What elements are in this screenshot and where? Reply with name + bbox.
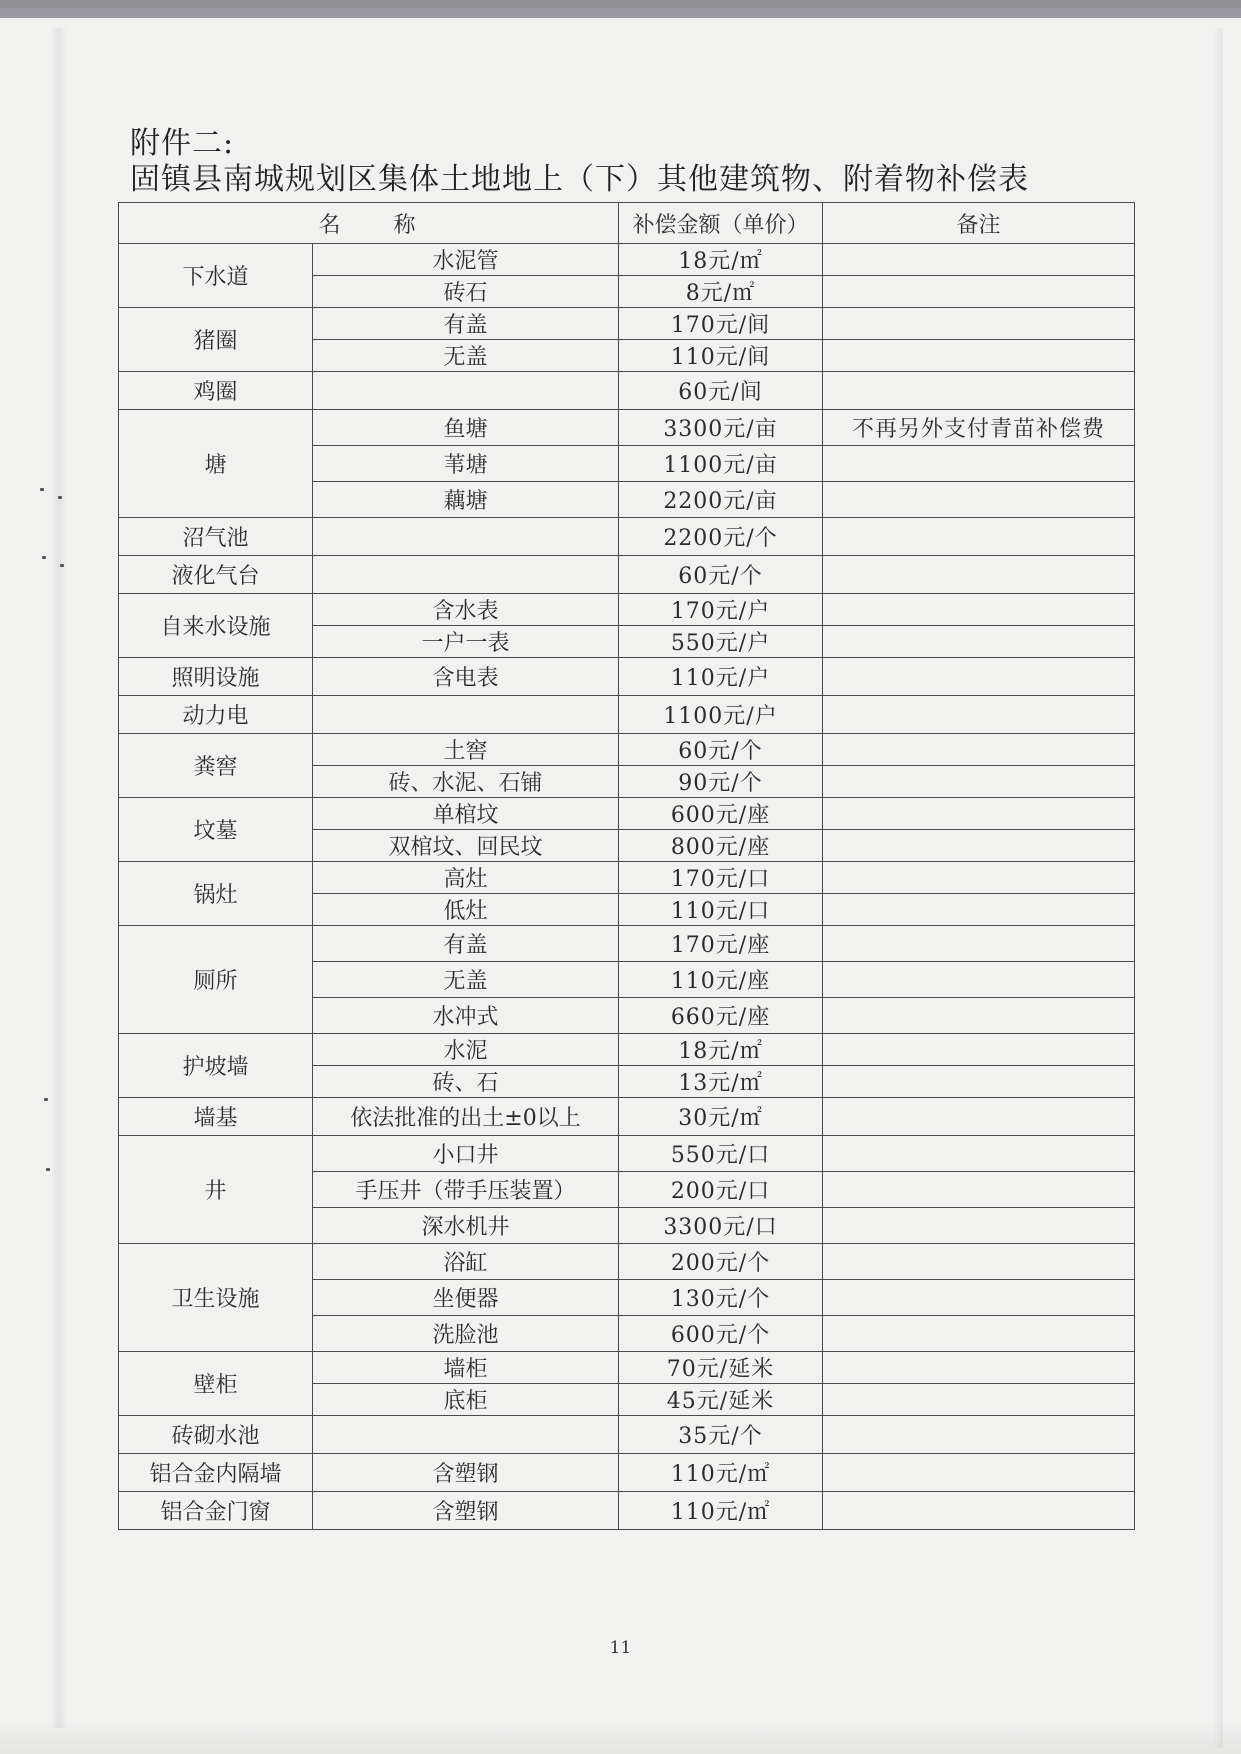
page-number: 11 [609, 1638, 632, 1658]
item-name-cell: 鸡圈 [119, 372, 313, 410]
item-note-cell [823, 1352, 1135, 1384]
item-name-cell: 液化气台 [119, 556, 313, 594]
item-note-cell [823, 1034, 1135, 1066]
item-name-cell: 铝合金门窗 [119, 1492, 313, 1530]
item-subtype-cell: 砖、水泥、石铺 [313, 766, 619, 798]
compensation-table [118, 202, 1135, 1530]
scan-speck [44, 1098, 48, 1101]
item-subtype-cell: 低灶 [313, 894, 619, 926]
scan-speck [58, 496, 62, 499]
item-price-cell: 110元/㎡ [619, 1492, 823, 1530]
item-note-cell [823, 696, 1135, 734]
scan-speck [40, 488, 44, 491]
item-name-cell: 照明设施 [119, 658, 313, 696]
table-row [119, 658, 1135, 696]
item-subtype-cell: 含水表 [313, 594, 619, 626]
item-note-cell [823, 1384, 1135, 1416]
item-subtype-cell: 依法批准的出土±0以上 [313, 1098, 619, 1136]
table-row [119, 862, 1135, 894]
item-note-cell [823, 1066, 1135, 1098]
item-price-cell: 600元/个 [619, 1316, 823, 1352]
table-row [119, 594, 1135, 626]
item-subtype-cell: 底柜 [313, 1384, 619, 1416]
item-subtype-cell: 高灶 [313, 862, 619, 894]
item-price-cell: 170元/户 [619, 594, 823, 626]
scan-speck [46, 1168, 50, 1171]
item-name-cell: 自来水设施 [119, 594, 313, 658]
item-price-cell: 1100元/亩 [619, 446, 823, 482]
item-note-cell [823, 830, 1135, 862]
item-note-cell [823, 518, 1135, 556]
scan-speck [42, 556, 46, 559]
item-price-cell: 45元/延米 [619, 1384, 823, 1416]
item-price-cell: 13元/㎡ [619, 1066, 823, 1098]
item-subtype-cell: 小口井 [313, 1136, 619, 1172]
item-subtype-cell: 一户一表 [313, 626, 619, 658]
attachment-label: 附件二: [130, 126, 235, 161]
item-price-cell: 18元/㎡ [619, 1034, 823, 1066]
item-price-cell: 60元/间 [619, 372, 823, 410]
item-subtype-cell: 坐便器 [313, 1280, 619, 1316]
item-price-cell: 3300元/亩 [619, 410, 823, 446]
item-note-cell [823, 658, 1135, 696]
item-price-cell: 200元/个 [619, 1244, 823, 1280]
item-subtype-cell: 鱼塘 [313, 410, 619, 446]
item-note-cell [823, 1244, 1135, 1280]
item-name-cell: 塘 [119, 410, 313, 518]
item-note-cell [823, 1280, 1135, 1316]
document-title [130, 126, 1110, 198]
item-note-cell [823, 372, 1135, 410]
item-name-cell: 锅灶 [119, 862, 313, 926]
table-row [119, 1244, 1135, 1280]
table-row [119, 734, 1135, 766]
item-subtype-cell: 砖、石 [313, 1066, 619, 1098]
item-subtype-cell: 含塑钢 [313, 1454, 619, 1492]
item-price-cell: 200元/口 [619, 1172, 823, 1208]
item-subtype-cell: 手压井（带手压装置） [313, 1172, 619, 1208]
item-name-cell: 墙基 [119, 1098, 313, 1136]
item-note-cell [823, 1492, 1135, 1530]
item-price-cell: 170元/间 [619, 308, 823, 340]
item-price-cell: 110元/口 [619, 894, 823, 926]
item-name-cell: 卫生设施 [119, 1244, 313, 1352]
item-note-cell [823, 766, 1135, 798]
item-price-cell: 660元/座 [619, 998, 823, 1034]
item-note-cell [823, 734, 1135, 766]
scan-speck [60, 564, 64, 567]
item-price-cell: 70元/延米 [619, 1352, 823, 1384]
item-name-cell: 坟墓 [119, 798, 313, 862]
table-row [119, 410, 1135, 446]
item-note-cell [823, 244, 1135, 276]
item-note-cell [823, 894, 1135, 926]
item-note-cell [823, 594, 1135, 626]
item-subtype-cell: 水泥管 [313, 244, 619, 276]
item-price-cell: 170元/口 [619, 862, 823, 894]
item-note-cell [823, 998, 1135, 1034]
item-price-cell: 35元/个 [619, 1416, 823, 1454]
item-note-cell [823, 862, 1135, 894]
item-price-cell: 8元/㎡ [619, 276, 823, 308]
table-row [119, 244, 1135, 276]
item-price-cell: 550元/口 [619, 1136, 823, 1172]
item-subtype-cell: 墙柜 [313, 1352, 619, 1384]
item-subtype-cell: 土窖 [313, 734, 619, 766]
table-row [119, 556, 1135, 594]
item-name-cell: 猪圈 [119, 308, 313, 372]
item-price-cell: 18元/㎡ [619, 244, 823, 276]
item-price-cell: 2200元/个 [619, 518, 823, 556]
item-subtype-cell: 浴缸 [313, 1244, 619, 1280]
table-row [119, 518, 1135, 556]
item-name-cell: 砖砌水池 [119, 1416, 313, 1454]
item-price-cell: 170元/座 [619, 926, 823, 962]
item-subtype-cell: 无盖 [313, 340, 619, 372]
item-name-cell: 护坡墙 [119, 1034, 313, 1098]
table-row [119, 372, 1135, 410]
item-subtype-cell: 无盖 [313, 962, 619, 998]
item-note-cell [823, 308, 1135, 340]
header-price: 补偿金额（单价） [619, 203, 823, 244]
item-price-cell: 110元/座 [619, 962, 823, 998]
table-title: 固镇县南城规划区集体土地地上（下）其他建筑物、附着物补偿表 [130, 162, 1029, 197]
item-subtype-cell: 单棺坟 [313, 798, 619, 830]
item-note-cell [823, 482, 1135, 518]
item-subtype-cell: 藕塘 [313, 482, 619, 518]
item-price-cell: 800元/座 [619, 830, 823, 862]
item-subtype-cell [313, 1416, 619, 1454]
item-note-cell [823, 276, 1135, 308]
document-page [0, 8, 1241, 1754]
item-name-cell: 铝合金内隔墙 [119, 1454, 313, 1492]
table-row [119, 798, 1135, 830]
item-subtype-cell [313, 696, 619, 734]
item-name-cell: 下水道 [119, 244, 313, 308]
item-price-cell: 550元/户 [619, 626, 823, 658]
item-name-cell: 沼气池 [119, 518, 313, 556]
table-header-row [119, 203, 1135, 244]
item-price-cell: 2200元/亩 [619, 482, 823, 518]
item-subtype-cell: 水泥 [313, 1034, 619, 1066]
item-price-cell: 110元/户 [619, 658, 823, 696]
item-price-cell: 30元/㎡ [619, 1098, 823, 1136]
item-note-cell [823, 798, 1135, 830]
item-price-cell: 60元/个 [619, 556, 823, 594]
item-subtype-cell: 有盖 [313, 308, 619, 340]
item-note-cell [823, 1136, 1135, 1172]
item-price-cell: 90元/个 [619, 766, 823, 798]
item-note-cell [823, 446, 1135, 482]
table-row [119, 308, 1135, 340]
item-subtype-cell [313, 556, 619, 594]
item-subtype-cell: 深水机井 [313, 1208, 619, 1244]
item-name-cell: 厕所 [119, 926, 313, 1034]
item-note-cell [823, 340, 1135, 372]
table-row [119, 1492, 1135, 1530]
item-price-cell: 110元/㎡ [619, 1454, 823, 1492]
item-subtype-cell: 水冲式 [313, 998, 619, 1034]
item-subtype-cell [313, 518, 619, 556]
item-subtype-cell: 含塑钢 [313, 1492, 619, 1530]
item-subtype-cell: 苇塘 [313, 446, 619, 482]
table-row [119, 926, 1135, 962]
item-price-cell: 3300元/口 [619, 1208, 823, 1244]
item-note-cell [823, 1208, 1135, 1244]
item-note-cell [823, 626, 1135, 658]
item-price-cell: 130元/个 [619, 1280, 823, 1316]
table-row [119, 1034, 1135, 1066]
item-price-cell: 600元/座 [619, 798, 823, 830]
item-note-cell [823, 1416, 1135, 1454]
item-note-cell [823, 926, 1135, 962]
item-subtype-cell: 双棺坟、回民坟 [313, 830, 619, 862]
item-note-cell [823, 1316, 1135, 1352]
table-row [119, 1136, 1135, 1172]
table-row [119, 1352, 1135, 1384]
item-subtype-cell [313, 372, 619, 410]
item-name-cell: 粪窖 [119, 734, 313, 798]
item-price-cell: 110元/间 [619, 340, 823, 372]
table-row [119, 1098, 1135, 1136]
item-subtype-cell: 含电表 [313, 658, 619, 696]
item-subtype-cell: 有盖 [313, 926, 619, 962]
item-note-cell [823, 1098, 1135, 1136]
item-note-cell [823, 1172, 1135, 1208]
item-price-cell: 1100元/户 [619, 696, 823, 734]
header-name: 名 称 [119, 203, 619, 244]
item-subtype-cell: 砖石 [313, 276, 619, 308]
item-note-cell [823, 962, 1135, 998]
item-price-cell: 60元/个 [619, 734, 823, 766]
item-name-cell: 动力电 [119, 696, 313, 734]
table-row [119, 1454, 1135, 1492]
item-note-cell [823, 556, 1135, 594]
page-edge-shadow [0, 1718, 1241, 1754]
item-note-cell [823, 1454, 1135, 1492]
item-name-cell: 井 [119, 1136, 313, 1244]
item-subtype-cell: 洗脸池 [313, 1316, 619, 1352]
table-row [119, 1416, 1135, 1454]
table-body [119, 244, 1135, 1530]
item-note-cell: 不再另外支付青苗补偿费 [823, 410, 1135, 446]
item-name-cell: 壁柜 [119, 1352, 313, 1416]
table-row [119, 696, 1135, 734]
header-note: 备注 [823, 203, 1135, 244]
